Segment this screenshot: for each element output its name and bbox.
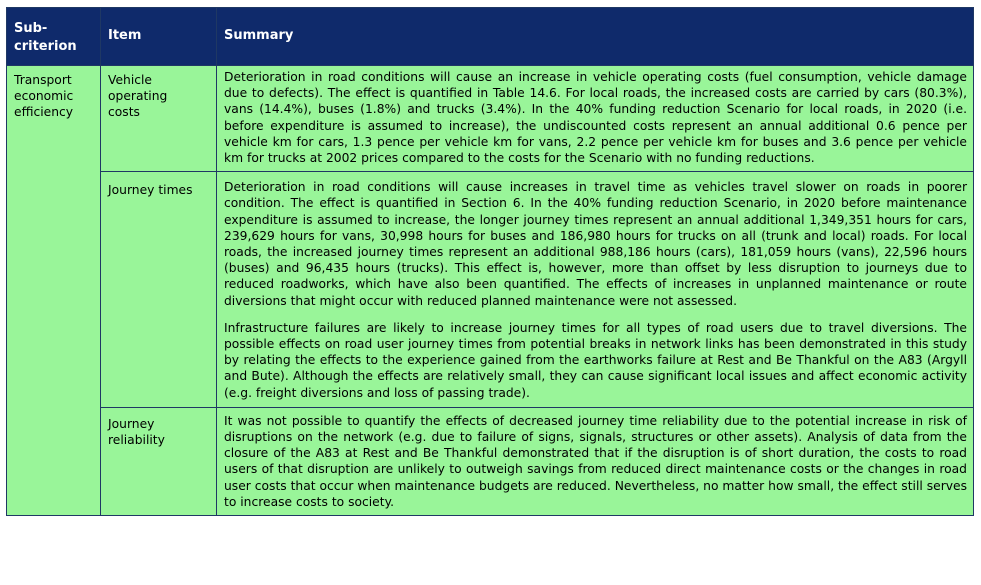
item-label: Journey reliability: [108, 416, 165, 448]
header-item: [101, 8, 217, 66]
summary-cell: [217, 172, 974, 408]
header-subcriterion: [7, 8, 101, 66]
summary-cell: [217, 407, 974, 515]
summary-paragraph: Infrastructure failures are likely to increase journey times for all types of road users due to travel diversions. The possible effects on road user journey times from potential breaks in network links has been demonstrated in this study by relating the effects to the experience gained from the earthworks failure at Rest and Be Thankful on the A83 (Argyll and Bute). Although the effects are relatively small, they can cause significant local issues and affect economic activity (e.g. freight diversions and loss of passing trade).: [224, 320, 967, 400]
summary-cell: [217, 66, 974, 172]
item-cell: [101, 172, 217, 408]
header-summary-label: Summary: [224, 28, 294, 43]
header-subcriterion-label: Sub- criterion: [14, 21, 77, 54]
summary-paragraph: It was not possible to quantify the effects of decreased journey time reliability due to the potential increase in risk of disruptions on the network (e.g. due to failure of signs, signals, structures or other assets). Analysis of data from the closure of the A83 at Rest and Be Thankful demonstrated that if the disruption is of short duration, the costs to road users of that disruption are unlikely to outweigh savings from reduced direct maintenance costs or the changes in road user costs that occur when maintenance budgets are reduced. Nevertheless, no matter how small, the effect still serves to increase costs to society.: [224, 413, 967, 509]
header-item-label: Item: [108, 28, 142, 43]
criterion-label: Transport economic efficiency: [14, 73, 74, 120]
table-row: [7, 172, 974, 408]
item-label: Journey times: [108, 183, 193, 198]
header-row: [7, 8, 974, 66]
summary-paragraph: Deterioration in road conditions will cause an increase in vehicle operating costs (fuel consumption, vehicle damage due to defects). The effect is quantified in Table 14.6. For local roads, the increased costs are carried by cars (80.3%), vans (14.4%), buses (1.8%) and trucks (3.4%). In the 40% funding reduction Scenario for local roads, in 2020 (i.e. before expenditure is assumed to increase), the undiscounted costs represent an annual additional 0.6 pence per vehicle km for cars, 1.3 pence per vehicle km for vans, 2.2 pence per vehicle km for buses and 3.6 pence per vehicle km for trucks at 2002 prices compared to the costs for the Scenario with no funding reductions.: [224, 70, 967, 166]
item-cell: [101, 66, 217, 172]
criterion-cell: [7, 66, 101, 516]
summary-paragraph: Deterioration in road conditions will cause increases in travel time as vehicles travel slower on roads in poorer condition. The effect is quantified in Section 6. In the 40% funding reduction Scenario, in 2020 before maintenance expenditure is assumed to increase, the longer journey times represent an annual additional 1,349,351 hours for cars, 239,629 hours for vans, 30,998 hours for buses and 186,980 hours for trucks on all (trunk and local) roads. For local roads, the increased journey times represent an additional 988,186 hours (cars), 181,059 hours (vans), 22,596 hours (buses) and 96,435 hours (trucks). This effect is, however, more than offset by less disruption to journeys due to reduced roadworks, which have also been quantified. The effects of increases in unplanned maintenance or route diversions that might occur with reduced planned maintenance were not assessed.: [224, 180, 967, 308]
item-label: Vehicle operating costs: [108, 73, 168, 120]
item-cell: [101, 407, 217, 515]
header-summary: [217, 8, 974, 66]
table-row: [7, 407, 974, 515]
table-row: [7, 66, 974, 172]
summary-table: [6, 7, 974, 516]
